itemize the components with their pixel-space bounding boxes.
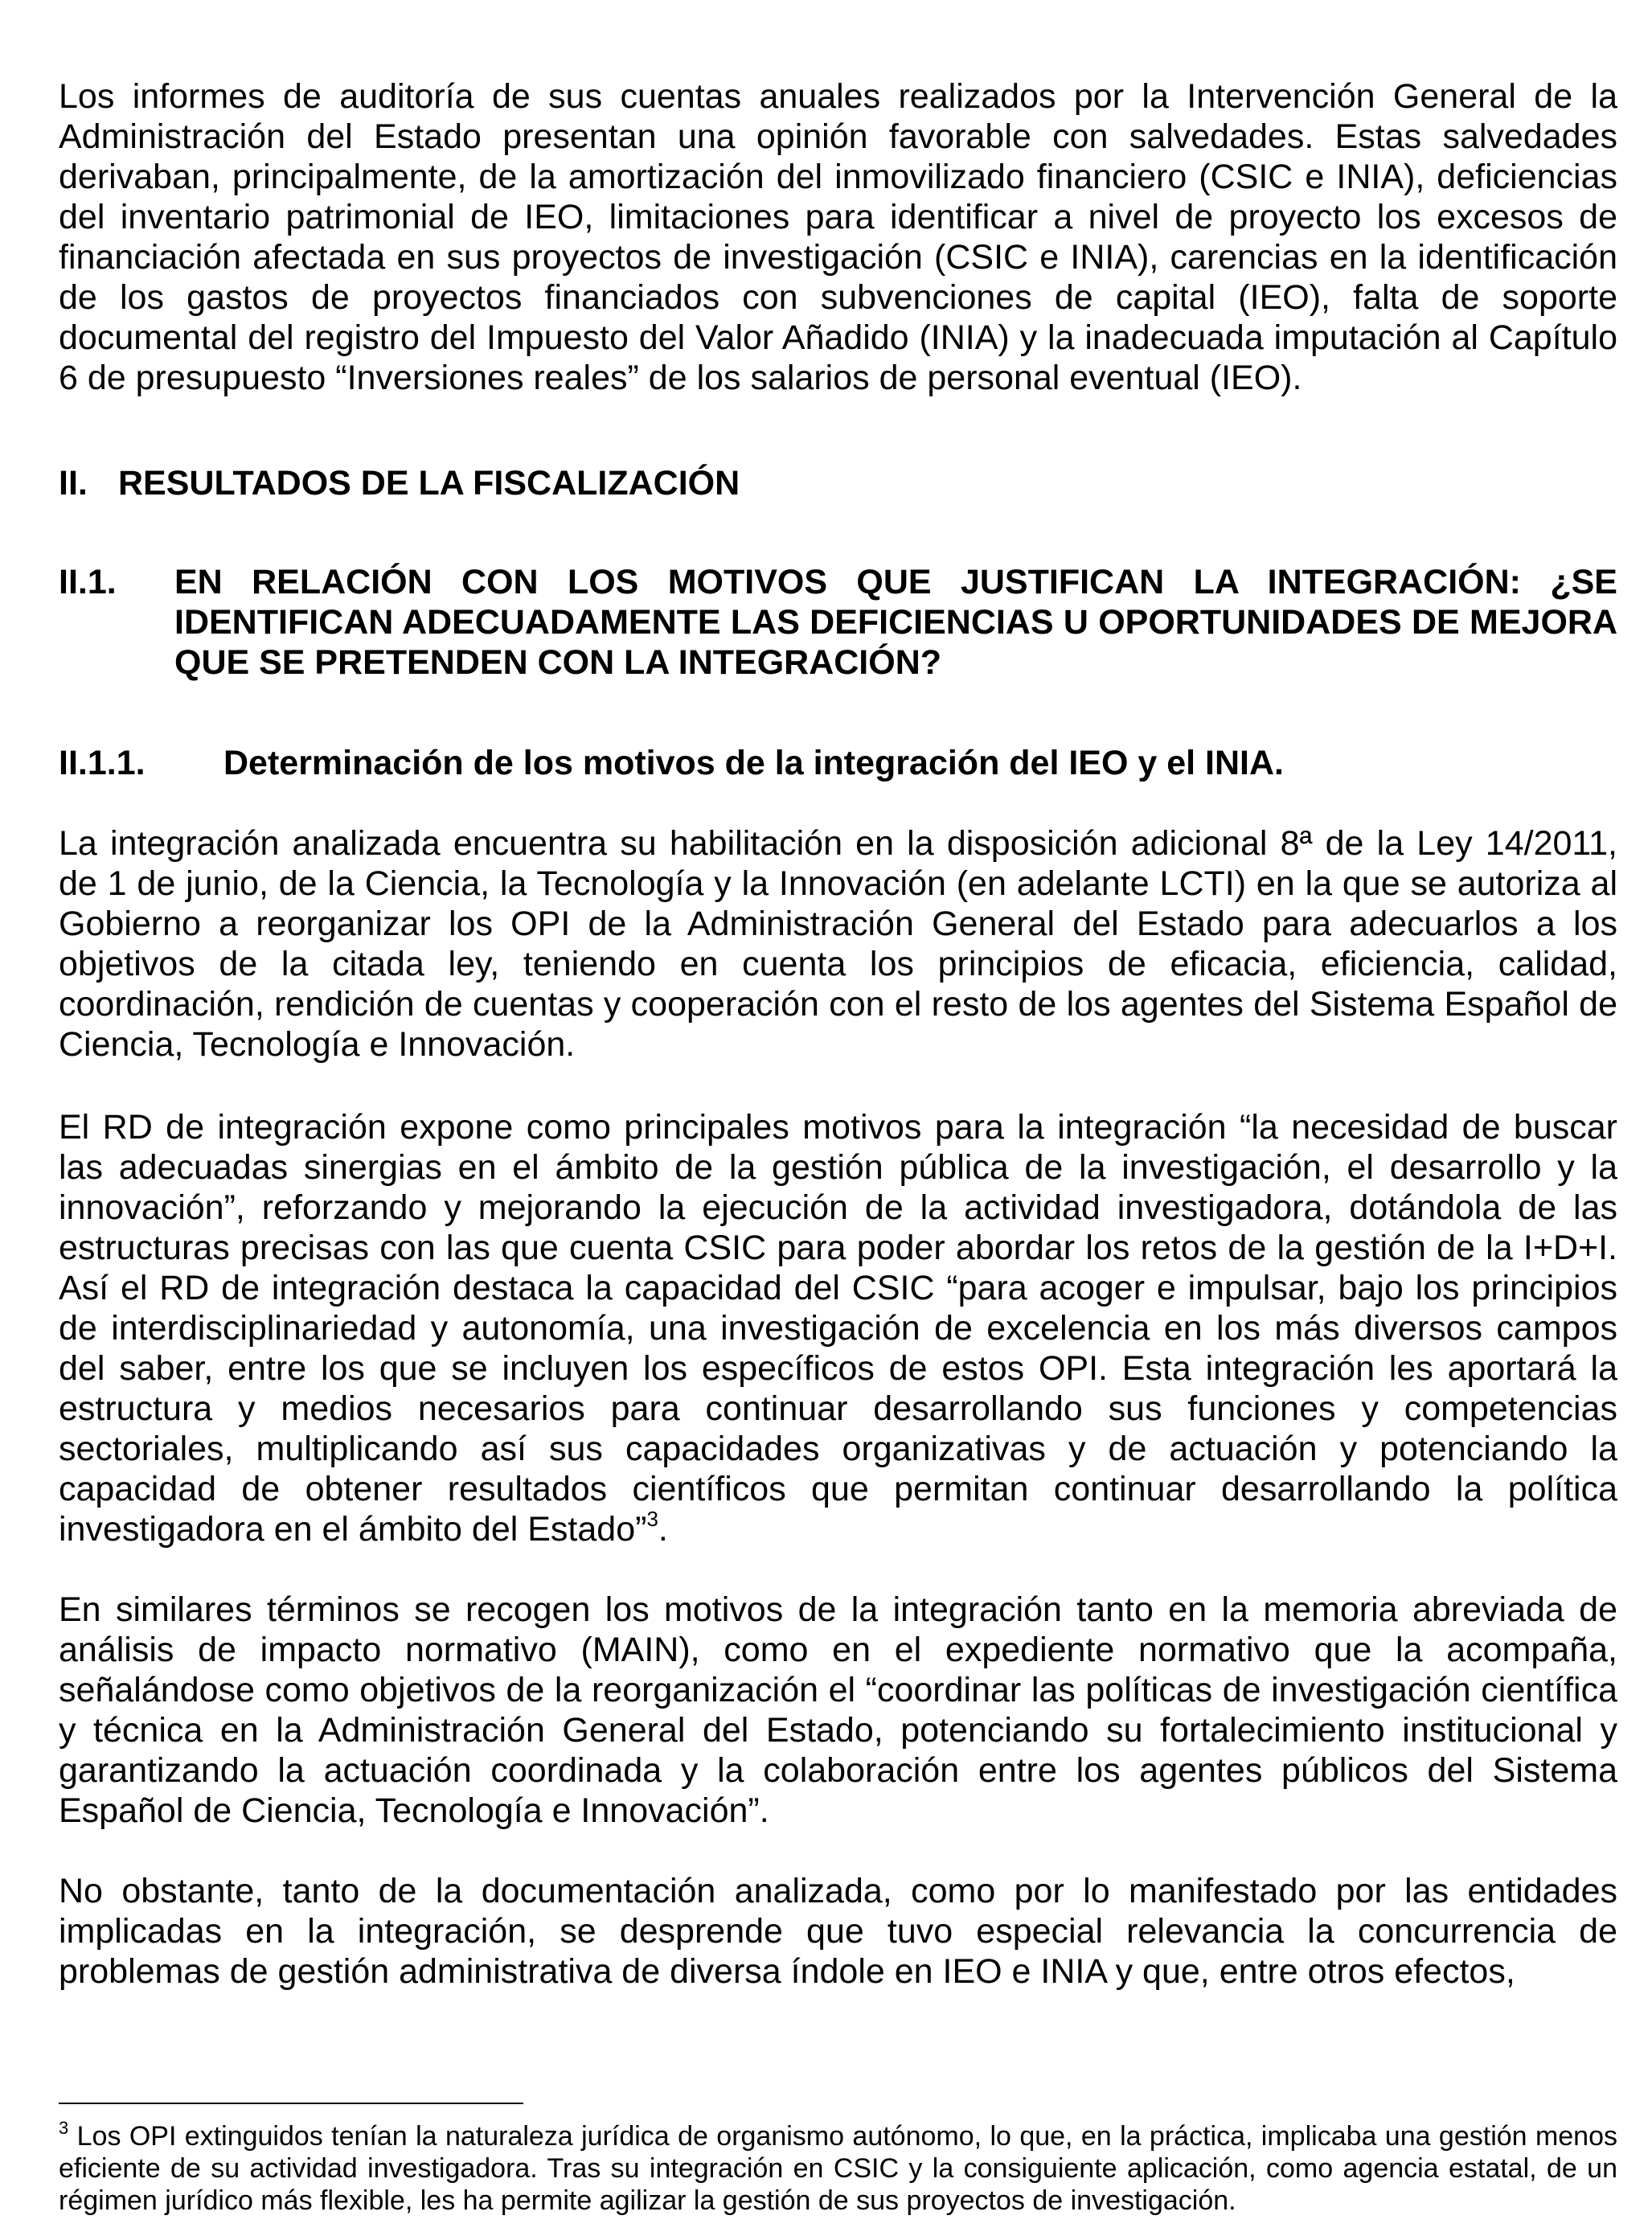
section-heading <box>59 463 1617 503</box>
paragraph-rd-motives-text: El RD de integración expone como principales motivos para la integración “la necesidad de buscar las adecuadas sinergias en el ámbito de la gestión pública de la investigación, el desarrollo y la innovación”, reforzando y mejorando la ejecución de la actividad investigadora, dotándola de las estructuras precisas con las que cuenta CSIC para poder abordar los retos de la gestión de la I+D+I. Así el RD de integración destaca la capacidad del CSIC “para acoger e impulsar, bajo los principios de interdisciplinariedad y autonomía, una investigación de excelencia en los más diversos campos del saber, entre los que se incluyen los específicos de estos OPI. Esta integración les aportará la estructura y medios necesarios para continuar desarrollando sus funciones y competencias sectoriales, multiplicando así sus capacidades organizativas y de actuación y potenciando la capacidad de obtener resultados científicos que permitan continuar desarrollando la política investigadora en el ámbito del Estado” <box>59 1108 1617 1549</box>
footnote-number: 3 <box>59 2118 69 2138</box>
section-number: II. <box>59 464 88 503</box>
subsubsection-number: II.1.1. <box>59 744 146 782</box>
subsection-number: II.1. <box>59 563 117 601</box>
paragraph-audit-reports: Los informes de auditoría de sus cuentas anuales realizados por la Intervención General de la Administración del Estado presentan una opinión favorable con salvedades. Estas salvedades derivaban, principalmente, de la amortización del inmovilizado financiero (CSIC e INIA), deficiencias del inventario patrimonial de IEO, limitaciones para identificar a nivel de proyecto los excesos de financiación afectada en sus proyectos de investigación (CSIC e INIA), carencias en la identificación de los gastos de proyectos financiados con subvenciones de capital (IEO), falta de soporte documental del registro del Impuesto del Valor Añadido (INIA) y la inadecuada imputación al Capítulo 6 de presupuesto “Inversiones reales” de los salarios de personal eventual (IEO). <box>59 77 1617 397</box>
subsubsection-title: Determinación de los motivos de la integración del IEO y el INIA. <box>223 744 1284 782</box>
footnote-separator <box>59 2103 523 2104</box>
section-title: RESULTADOS DE LA FISCALIZACIÓN <box>118 464 740 503</box>
subsection-title: EN RELACIÓN CON LOS MOTIVOS QUE JUSTIFICAN LA INTEGRACIÓN: ¿SE IDENTIFICAN ADECUADAMENTE LAS DEFICIENCIAS U OPORTUNIDADES DE MEJORA QUE SE PRETENDEN CON LA INTEGRACIÓN? <box>174 563 1617 682</box>
footnote <box>59 2120 1617 2217</box>
subsubsection-heading <box>59 743 1617 783</box>
paragraph-main-memo: En similares términos se recogen los motivos de la integración tanto en la memoria abreviada de análisis de impacto normativo (MAIN), como en el expediente normativo que la acompaña, señalándose como objetivos de la reorganización el “coordinar las políticas de investigación científica y técnica en la Administración General del Estado, potenciando su fortalecimiento institucional y garantizando la actuación coordinada y la colaboración entre los agentes públicos del Sistema Español de Ciencia, Tecnología e Innovación”. <box>59 1590 1617 1830</box>
paragraph-legal-basis: La integración analizada encuentra su habilitación en la disposición adicional 8ª de la Ley 14/2011, de 1 de junio, de la Ciencia, la Tecnología y la Innovación (en adelante LCTI) en la que se autoriza al Gobierno a reorganizar los OPI de la Administración General del Estado para adecuarlos a los objetivos de la citada ley, teniendo en cuenta los principios de eficacia, eficiencia, calidad, coordinación, rendición de cuentas y cooperación con el resto de los agentes del Sistema Español de Ciencia, Tecnología e Innovación. <box>59 824 1617 1064</box>
paragraph-rd-motives <box>59 1107 1617 1549</box>
footnote-text: Los OPI extinguidos tenían la naturaleza jurídica de organismo autónomo, lo que, en la práctica, implicaba una gestión menos eficiente de su actividad investigadora. Tras su integración en CSIC y la consiguiente aplicación, como agencia estatal, de un régimen jurídico más flexible, les ha permite agilizar la gestión de sus proyectos de investigación. <box>59 2121 1617 2216</box>
footnote-reference[interactable]: 3 <box>646 1507 658 1531</box>
paragraph-management-problems: No obstante, tanto de la documentación analizada, como por lo manifestado por las entidades implicadas en la integración, se desprende que tuvo especial relevancia la concurrencia de problemas de gestión administrativa de diversa índole en IEO e INIA y que, entre otros efectos, <box>59 1872 1617 1991</box>
subsection-heading <box>59 562 1617 683</box>
paragraph-rd-motives-end: . <box>658 1510 668 1549</box>
